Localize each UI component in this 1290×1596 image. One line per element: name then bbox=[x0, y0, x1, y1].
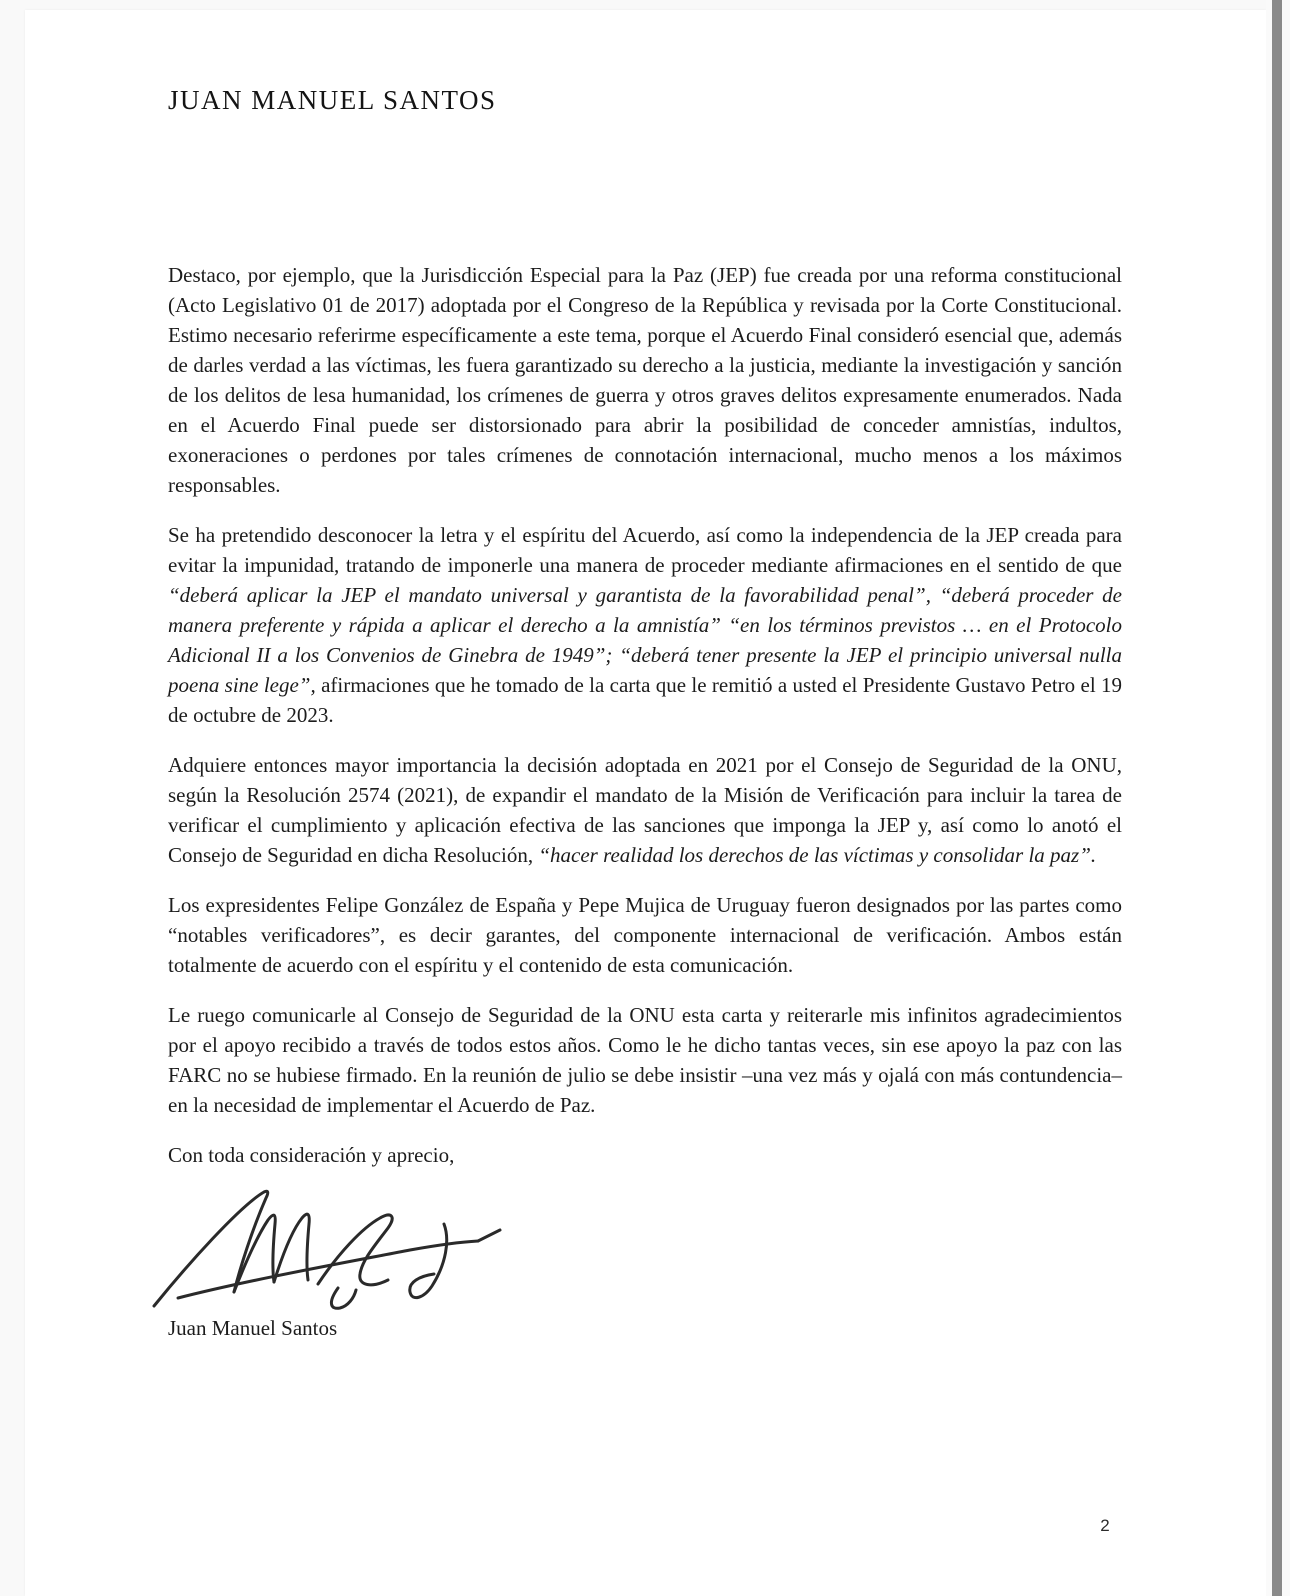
letter-body bbox=[168, 260, 1122, 1120]
letter-paragraph-4: Los expresidentes Felipe González de España y Pepe Mujica de Uruguay fueron designados por las partes como “notables verificadores”, es decir garantes, del componente internacional de verificación. Ambos están totalmente de acuerdo con el espíritu y el contenido de esta comunicación. bbox=[168, 893, 1122, 977]
letter-page bbox=[25, 10, 1266, 1596]
letter-paragraph-3: Adquiere entonces mayor importancia la decisión adoptada en 2021 por el Consejo de Seguridad de la ONU, según la Resolución 2574 (2021), de expandir el mandato de la Misión de Verificación para incluir la tarea de verificar el cumplimiento y aplicación efectiva de las sanciones que imponga la JEP y, así como lo anotó el Consejo de Seguridad en dicha Resolución, “hacer realidad los derechos de las víctimas y consolidar la paz”. bbox=[168, 753, 1122, 867]
signature-image bbox=[148, 1184, 548, 1312]
letter-paragraph-2: Se ha pretendido desconocer la letra y el espíritu del Acuerdo, así como la independencia de la JEP creada para evitar la impunidad, tratando de imponerle una manera de proceder mediante afirmaciones en el sentido de que “deberá aplicar la JEP el mandato universal y garantista de la favorabilidad penal”, “deberá proceder de manera preferente y rápida a aplicar el derecho a la amnistía” “en los términos previstos … en el Protocolo Adicional II a los Convenios de Ginebra de 1949”; “deberá tener presente la JEP el principio universal nulla poena sine lege”, afirmaciones que he tomado de la carta que le remitió a usted el Presidente Gustavo Petro el 19 de octubre de 2023. bbox=[168, 523, 1122, 727]
letter-paragraph-5: Le ruego comunicarle al Consejo de Seguridad de la ONU esta carta y reiterarle mis infinitos agradecimientos por el apoyo recibido a través de todos estos años. Como le he dicho tantas veces, sin ese apoyo la paz con las FARC no se hubiese firmado. En la reunión de julio se debe insistir –una vez más y ojalá con más contundencia– en la necesidad de implementar el Acuerdo de Paz. bbox=[168, 1003, 1122, 1117]
page-number: 2 bbox=[1100, 1516, 1110, 1535]
signature-name: Juan Manuel Santos bbox=[168, 1316, 338, 1340]
letter-paragraph-1: Destaco, por ejemplo, que la Jurisdicción Especial para la Paz (JEP) fue creada por una reforma constitucional (Acto Legislativo 01 de 2017) adoptada por el Congreso de la República y revisada por la Corte Constitucional. Estimo necesario referirme específicamente a este tema, porque el Acuerdo Final consideró esencial que, además de darles verdad a las víctimas, les fuera garantizado su derecho a la justicia, mediante la investigación y sanción de los delitos de lesa humanidad, los crímenes de guerra y otros graves delitos expresamente enumerados. Nada en el Acuerdo Final puede ser distorsionado para abrir la posibilidad de conceder amnistías, indultos, exoneraciones o perdones por tales crímenes de connotación internacional, mucho menos a los máximos responsables. bbox=[168, 263, 1122, 497]
scrollbar[interactable] bbox=[1266, 0, 1290, 1596]
scrollbar-thumb[interactable] bbox=[1272, 0, 1282, 1596]
letter-closing: Con toda consideración y aprecio, bbox=[168, 1143, 455, 1167]
letter-header-name: JUAN MANUEL SANTOS bbox=[168, 85, 497, 115]
